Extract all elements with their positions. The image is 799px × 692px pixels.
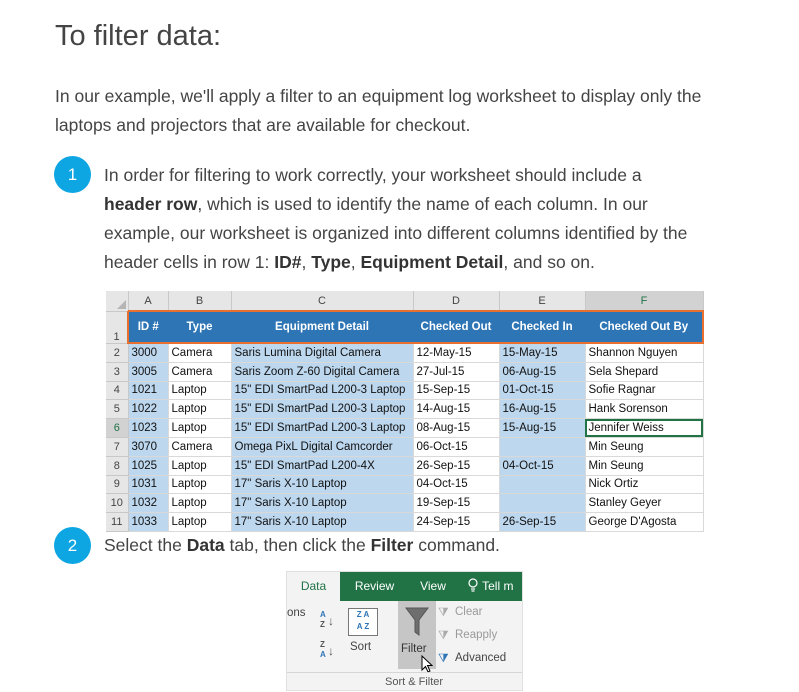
reapply-button[interactable]: ⧩ Reapply <box>438 628 498 642</box>
select-all-corner[interactable] <box>106 291 128 311</box>
cell[interactable]: Laptop <box>168 513 231 532</box>
cell[interactable]: 1021 <box>128 381 168 400</box>
sort-label: Sort <box>350 641 372 653</box>
table-row <box>106 437 703 456</box>
header-cell-id[interactable]: ID # <box>128 311 168 343</box>
cell[interactable]: George D'Agosta <box>585 513 703 532</box>
cell[interactable]: Sofie Ragnar <box>585 381 703 400</box>
column-letter-a[interactable]: A <box>128 291 168 311</box>
cell[interactable]: 3000 <box>128 343 168 362</box>
row-number[interactable]: 8 <box>106 456 128 475</box>
cell[interactable]: Min Seung <box>585 456 703 475</box>
cell[interactable]: 3005 <box>128 362 168 381</box>
sort-button[interactable] <box>345 608 383 668</box>
column-letter-d[interactable]: D <box>413 291 499 311</box>
filter-label: Filter <box>401 643 427 655</box>
row-number[interactable]: 9 <box>106 475 128 494</box>
cell[interactable]: Camera <box>168 362 231 381</box>
clear-button[interactable]: ⧩ Clear <box>438 605 483 619</box>
advanced-filter-icon: ⧩ <box>438 651 449 665</box>
cell[interactable]: Camera <box>168 343 231 362</box>
filter-button[interactable] <box>398 601 436 669</box>
cell[interactable]: 1033 <box>128 513 168 532</box>
row-number[interactable]: 7 <box>106 437 128 456</box>
cell[interactable]: 15" EDI SmartPad L200-3 Laptop <box>231 419 413 438</box>
column-letter-c[interactable]: C <box>231 291 413 311</box>
cell[interactable]: Hank Sorenson <box>585 400 703 419</box>
table-row <box>106 513 703 532</box>
ribbon-group-separator <box>287 672 522 673</box>
cell[interactable]: Laptop <box>168 419 231 438</box>
row-number[interactable]: 3 <box>106 362 128 381</box>
row-number[interactable]: 2 <box>106 343 128 362</box>
cell[interactable]: 06-Oct-15 <box>413 437 499 456</box>
cell[interactable]: Sela Shepard <box>585 362 703 381</box>
advanced-button[interactable]: ⧩ Advanced <box>438 651 507 665</box>
cell[interactable]: 16-Aug-15 <box>499 400 585 419</box>
cell[interactable]: Shannon Nguyen <box>585 343 703 362</box>
tab-review[interactable]: Review <box>354 579 395 593</box>
column-header-row <box>106 291 703 311</box>
cell[interactable]: 24-Sep-15 <box>413 513 499 532</box>
page-heading: To filter data: <box>55 20 222 52</box>
step-1-badge: 1 <box>54 156 91 193</box>
cell[interactable]: 15" EDI SmartPad L200-3 Laptop <box>231 381 413 400</box>
table-row <box>106 419 703 438</box>
cell[interactable]: 15" EDI SmartPad L200-3 Laptop <box>231 400 413 419</box>
step-1-text: In order for filtering to work correctly, your worksheet should include a header row, which is used to identify the name of each column. In our example, our worksheet is organized into different columns identified by the header cells in row 1: ID#, Type, Equipment Detail, and so on. <box>104 165 688 272</box>
table-header-row <box>106 311 703 343</box>
funnel-icon <box>405 607 429 637</box>
table-row <box>106 343 703 362</box>
cell[interactable]: 15-Sep-15 <box>413 381 499 400</box>
lightbulb-icon <box>467 578 479 592</box>
clear-filter-icon: ⧩ <box>438 605 449 619</box>
cell[interactable]: 12-May-15 <box>413 343 499 362</box>
column-letter-f[interactable]: F <box>585 291 703 311</box>
row-number[interactable]: 5 <box>106 400 128 419</box>
cell[interactable]: 1023 <box>128 419 168 438</box>
tab-data[interactable]: Data <box>287 572 340 601</box>
cell[interactable]: 17" Saris X-10 Laptop <box>231 494 413 513</box>
cell[interactable]: Laptop <box>168 381 231 400</box>
sort-icon: Z A A Z <box>348 608 378 636</box>
cell[interactable]: 1025 <box>128 456 168 475</box>
cell[interactable]: 15" EDI SmartPad L200-4X <box>231 456 413 475</box>
header-cell-equipment-detail[interactable]: Equipment Detail <box>231 311 413 343</box>
tab-tell-me[interactable]: Tell m <box>467 572 522 601</box>
row-number[interactable]: 6 <box>106 419 128 438</box>
table-row <box>106 494 703 513</box>
spreadsheet-screenshot <box>106 291 704 529</box>
cell[interactable]: Laptop <box>168 494 231 513</box>
step-2-text: Select the Data tab, then click the Filter command. <box>104 535 500 555</box>
cell[interactable]: Laptop <box>168 400 231 419</box>
cell[interactable] <box>499 494 585 513</box>
tab-view[interactable]: View <box>420 579 446 593</box>
cell[interactable]: Saris Lumina Digital Camera <box>231 343 413 362</box>
row-number[interactable]: 4 <box>106 381 128 400</box>
column-letter-b[interactable]: B <box>168 291 231 311</box>
select-all-triangle-icon <box>117 300 126 309</box>
table-row <box>106 362 703 381</box>
table-row <box>106 475 703 494</box>
row-number[interactable]: 10 <box>106 494 128 513</box>
header-cell-type[interactable]: Type <box>168 311 231 343</box>
cell[interactable]: 04-Oct-15 <box>499 456 585 475</box>
table-row <box>106 456 703 475</box>
sort-z-to-a-button[interactable]: Z A ↓ <box>320 640 334 659</box>
sort-down-arrow-icon: ↓ <box>328 644 334 658</box>
cell[interactable]: Nick Ortiz <box>585 475 703 494</box>
table-row <box>106 400 703 419</box>
cell[interactable]: Omega PixL Digital Camcorder <box>231 437 413 456</box>
cell[interactable]: 04-Oct-15 <box>413 475 499 494</box>
cell[interactable]: 15-May-15 <box>499 343 585 362</box>
reapply-filter-icon: ⧩ <box>438 628 449 642</box>
cell[interactable]: 1032 <box>128 494 168 513</box>
cell[interactable]: 06-Aug-15 <box>499 362 585 381</box>
cell[interactable]: 19-Sep-15 <box>413 494 499 513</box>
cell[interactable]: Camera <box>168 437 231 456</box>
header-cell-checked-out[interactable]: Checked Out <box>413 311 499 343</box>
cell[interactable]: 26-Sep-15 <box>499 513 585 532</box>
mouse-cursor-icon <box>421 655 433 673</box>
cell[interactable]: Laptop <box>168 456 231 475</box>
sort-down-arrow-icon: ↓ <box>328 614 334 628</box>
cell[interactable]: Stanley Geyer <box>585 494 703 513</box>
cell[interactable]: 3070 <box>128 437 168 456</box>
header-cell-checked-in[interactable]: Checked In <box>499 311 585 343</box>
table-row <box>106 381 703 400</box>
ribbon-screenshot <box>286 571 523 691</box>
cell[interactable]: 1022 <box>128 400 168 419</box>
cell[interactable]: 17" Saris X-10 Laptop <box>231 475 413 494</box>
selected-cell[interactable]: Jennifer Weiss <box>585 419 703 438</box>
cell[interactable]: 08-Aug-15 <box>413 419 499 438</box>
ribbon-tab-bar <box>287 572 522 601</box>
row-number[interactable]: 11 <box>106 513 128 532</box>
intro-paragraph: In our example, we'll apply a filter to an equipment log worksheet to display only the laptops and projectors that are available for checkout. <box>55 86 702 135</box>
cell[interactable]: 26-Sep-15 <box>413 456 499 475</box>
partial-group-label: ons <box>287 607 306 619</box>
column-letter-e[interactable]: E <box>499 291 585 311</box>
cell[interactable] <box>499 475 585 494</box>
row-number[interactable]: 1 <box>106 311 128 343</box>
cell[interactable]: 1031 <box>128 475 168 494</box>
sort-a-to-z-button[interactable]: A Z ↓ <box>320 610 334 629</box>
sort-filter-group-label: Sort & Filter <box>385 676 444 688</box>
cell[interactable]: 01-Oct-15 <box>499 381 585 400</box>
header-cell-checked-out-by[interactable]: Checked Out By <box>585 311 703 343</box>
cell[interactable]: Laptop <box>168 475 231 494</box>
cell[interactable]: 15-Aug-15 <box>499 419 585 438</box>
cell[interactable]: Min Seung <box>585 437 703 456</box>
cell[interactable]: Saris Zoom Z-60 Digital Camera <box>231 362 413 381</box>
cell[interactable]: 14-Aug-15 <box>413 400 499 419</box>
cell[interactable]: 27-Jul-15 <box>413 362 499 381</box>
cell[interactable] <box>499 437 585 456</box>
cell[interactable]: 17" Saris X-10 Laptop <box>231 513 413 532</box>
step-2-badge: 2 <box>54 527 91 564</box>
